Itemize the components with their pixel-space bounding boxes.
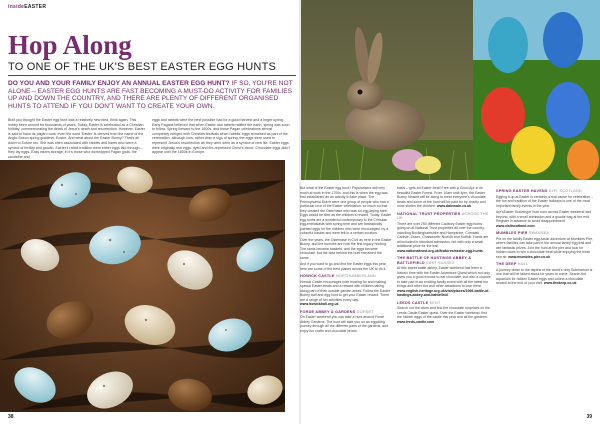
section-tag (8, 4, 46, 10)
subhead-leeds-castle-location: KENT (429, 300, 441, 305)
subhead-battle-abbey-location: EAST SUSSEX (426, 260, 455, 265)
battle-abbey-body: At this sweet battle abbey, Easter weekend has been a historic time with the Easter Adventure Quest which not only gives you a good excuse to eat chocolate, but also a chance to take part in an exciting family event with all the latest fun things and other fun and other attractions to love there. (397, 266, 491, 288)
subhead-mumbles (496, 231, 594, 236)
col-a-para-3: And if you want to go and find the Easter eggs this year, here are some of the best places across the UK to do it. (300, 262, 387, 271)
subhead-battle-abbey (397, 256, 491, 265)
subhead-mumbles-location: SWANSEA (528, 231, 550, 235)
subhead-battle-abbey-name: THE BATTLE OF HASTINGS ABBEY & BATTLEFIELD (397, 256, 472, 265)
national-trust-link[interactable]: www.nationaltrust.org.uk/features/easter-egg-hunts (397, 248, 483, 253)
subhead-howick-location: NORTHUMBERLAND (335, 274, 377, 278)
national-trust-body: There are over 250 different Cadbury Easter egg hunts going on at National Trust properties all over the country, including Buckinghamshire and Hampshire, Cornwall Carlisle, Essex, Chatsworth, Norfolk and Suffolk. Hunts are all included in standard admission, but with only a small additional price for the trail. (397, 221, 489, 248)
mumbles-body: Put on the family Easter egg-tastic adventure at Mumbles Pier, where families can take part in the annual family egg trail and win fantastic prizes. Join the hunt at the pier and look for hidden clues to win a chocolate treat while enjoying the fresh sea air. (496, 236, 593, 259)
dalemain-link[interactable]: www.dalemain.co.uk (436, 204, 472, 208)
photo-chocolate-eggs (0, 160, 285, 412)
subhead-national-trust-location: ACROSS THE UK (397, 211, 489, 220)
subhead-the-deep-name: THE DEEP (496, 262, 517, 266)
subhead-howick-name: HOWICK CASTLE (300, 274, 335, 278)
photo-rabbit (300, 0, 473, 180)
body-column-1 (300, 186, 392, 335)
section-tag-inside: inside (8, 4, 25, 10)
title-divider (8, 75, 296, 76)
photo-colourful-eggs (473, 0, 600, 180)
subhead-spring-havens (496, 189, 594, 194)
col-a-para-1: But what of the Easter egg hunt? Popularisers still very much at work in the 1700s, and this is when the egg was first established as an activity to take place. The Pennsylvania Dutch were one group of people who had a particular love of the Easter celebration, so much so that they created the Osterhase who was an egg-laying hare. Eggs would be tiled as the children's reward. Today, Easter egg hunts are a wonderful contemporary to the Christian egg-enthusiasts with spring time and are fantastically painted eggs for the children who were encouraged, by a colourful basket and were left in a certain location. (300, 186, 392, 235)
section-tag-easter: EASTER (24, 4, 47, 10)
leeds-castle-body: Search out the clues and find the chocolate surprises on the Leeds Castle Easter quest. Over the Easter weekend, find the hidden eggs of the castle this year and all the gardens. (397, 306, 491, 319)
forde-body: On Easter weekend you can take a hunt around Forde Abbey Gardens. The hunt will take you on an eggciting journey through all the different parts of the gardens, and enjoy fun crafts and chocolate prizes. (300, 315, 389, 333)
the-deep-body: A journey down to the depths of the world's only Submarium is one that will be talked about for years to come. Search the aquarium for hidden Easter eggs and collect a chocolate reward at the end of your visit. (496, 267, 593, 285)
standfirst-body: IF SO, YOU'RE NOT ALONE – EASTER EGG HUNTS ARE FAST BECOMING A MUST-DO ACTIVITY FOR FAMILIES UP AND DOWN THE COUNTRY, AND THERE ARE PLENTY OF DIFFERENT ORGANISED HUNTS TO ATTEND IF YOU DON'T WANT TO CREATE YOUR OWN. (8, 80, 293, 110)
subhead-leeds-castle-name: LEEDS CASTLE (397, 300, 429, 305)
subhead-national-trust-name: NATIONAL TRUST PROPERTIES (397, 211, 461, 216)
subhead-national-trust (397, 212, 491, 221)
col-a-para-2: Over the years, the Osterhase in Civil as here in the Easter Bunny, and the bunnies are now the first legacy hunting. The cards became baskets, and the eggs became chocolate, but the idea behind the hunt remained the same. (300, 237, 392, 260)
page-number-left: 38 (8, 414, 14, 420)
standfirst-question: DO YOU AND YOUR FAMILY ENJOY AN ANNUAL EASTER EGG HUNT? (8, 80, 230, 87)
leeds-castle-link[interactable]: www.leeds-castle.com (397, 319, 435, 324)
mumbles-link[interactable]: www.mumbles-pier.co.uk (508, 254, 551, 259)
howick-body: Howick Castle encourages both hunting for and making special Easter treats and a reward with children taking along part of their outside garden areas. Follow the Easter Bunny trail and egg hunt to get your Easter reward. There are a range of fun activities every day. (300, 279, 391, 302)
intro-column-left: Built you thought the Easter egg hunt was a relatively new idea, think again. This hobby been around for thousands of years. Today, Easter is celebrated as a Christian holiday, commemorating the death of Jesus's death and resurrection. However, Easter is said to have its pagan roots; even the word 'Easter' is derived from the name of the Anglo-Saxon spring goddess, Eostre. And what about the Easter Bunny? That's all down to Eostre too. She was often associated with rabbits and hares who were a symbol of fertility and growth. Easter's rabbit tradition were either eggs laid through – they lay eggs. Easy eaves storage; in it's those who worshipped Pagan gods, the caudsthe and (8, 118, 146, 159)
page-subtitle: TO ONE OF THE UK'S BEST EASTER EGG HUNTS (8, 61, 277, 73)
howick-link[interactable]: www.howickhall.org.uk (300, 302, 339, 306)
subhead-spring-havens-name: SPRING EASTER HAVENS (496, 189, 548, 193)
subhead-mumbles-name: MUMBLES PIER (496, 231, 528, 235)
subhead-the-deep (496, 262, 594, 267)
standfirst (8, 80, 298, 110)
subhead-the-deep-location: HULL (517, 262, 529, 266)
the-deep-link[interactable]: www.thedeep.co.uk (543, 281, 577, 285)
dalemain-body: basis – gets an Easter treat! Free with a Good Apr in its beautiful Easter Forest. From 10am until 4pm, the Easter Bunny himself will be along to meet everyone's chocolate treats and some of the hunt will be paid for by charity and mine stories the children. (397, 186, 486, 208)
body-column-2 (397, 186, 491, 326)
body-column-3 (496, 186, 594, 288)
subhead-forde (300, 310, 392, 315)
spring-havens-body-2: Ayr'sEaster Scavenger hunt runs across Easter weekend and beyond, with a small admission and a goodie bag at the end. Register in advance to avoid disappointment. (496, 210, 592, 223)
subhead-forde-name: FORDE ABBEY & GARDENS (300, 309, 356, 314)
page-number-right: 39 (586, 414, 592, 420)
spring-havens-body: Egging it up at Easter is certainly a real cause for celebration – the fun and tradition of the Easter holidays is one of the most important family events in the year. (496, 194, 594, 208)
subhead-forde-location: DORSET (356, 309, 374, 314)
intro-column-right: eggs and rabbits were the best possible had for a good harvest and a bright spring. Early Pagans believed that when Easter and rabbits ratified the earth, spring was soon to follow. Spring forward to the 1600s, and these Pagan celebrations almost completely merged with Christian festivals when rabbits' eggs remained as part of the celebration, although now, rather than a sign of spring, the eggs were used to represent Jesus's resurrection as they were seen as a symbol of new life. Easter eggs were originally real eggs, dyed and fire-repressed Christ's blood. Chocolate eggs didn't appear until the 1800s in Europe. (152, 118, 290, 155)
subhead-leeds-castle (397, 301, 491, 306)
subhead-howick (300, 274, 392, 279)
subhead-spring-havens-location: AYR, SCOTLAND (548, 189, 582, 193)
spring-havens-link[interactable]: www.visitscotland.com (496, 223, 535, 228)
battle-abbey-link[interactable]: www.english-heritage.org.uk/visit/places/1066-battle-of-hastings-abbey-and-battlefield (397, 288, 490, 297)
page-title: Hop Along (8, 30, 132, 60)
